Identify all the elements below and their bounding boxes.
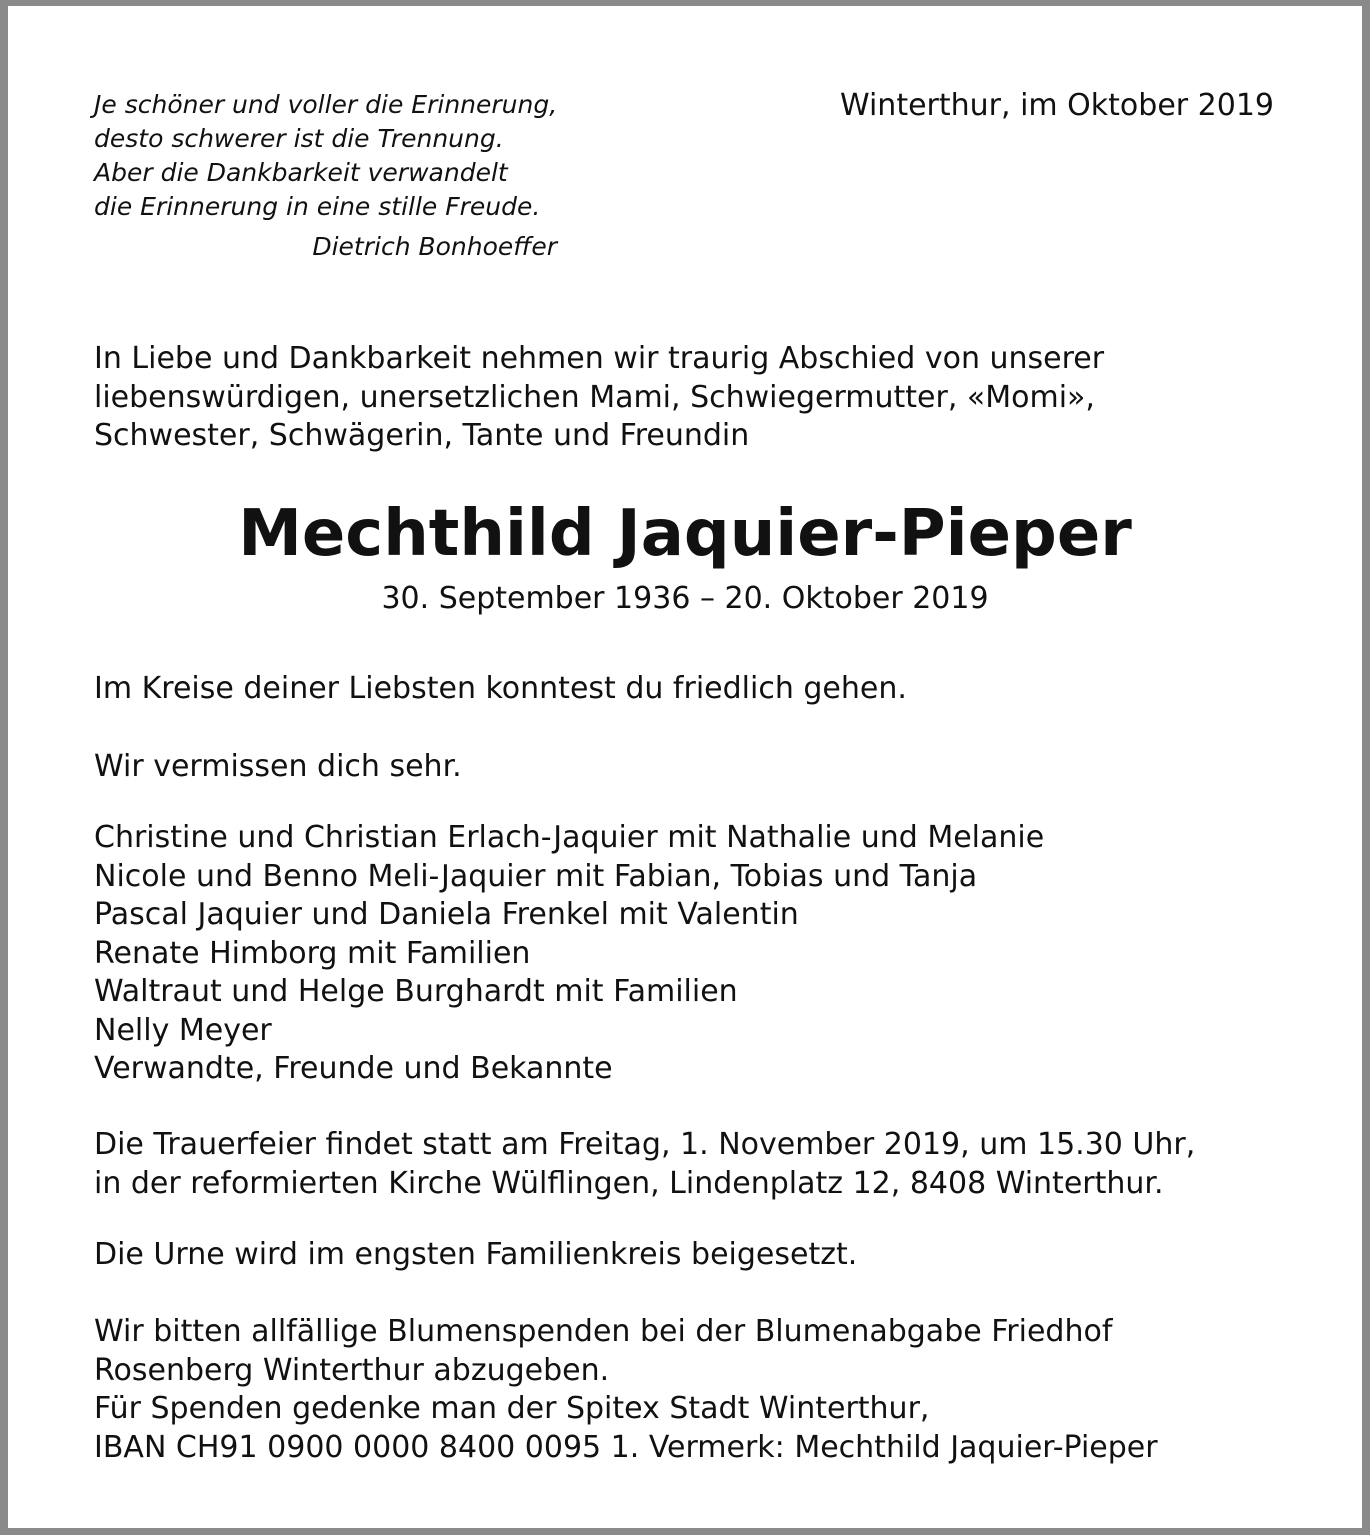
family-member: Waltraut und Helge Burghardt mit Familien <box>94 974 738 1009</box>
quote <box>94 88 614 224</box>
intro-line: liebenswürdigen, unersetzlichen Mami, Schwiegermutter, «Momi», <box>94 379 1095 415</box>
deceased-name: Mechthild Jaquier-Pieper <box>238 497 1132 571</box>
urn-info <box>94 1236 857 1275</box>
miss-you-message <box>94 748 462 787</box>
family-list <box>94 819 1044 1089</box>
quote-author: Dietrich Bonhoeffer <box>312 232 557 261</box>
quote-line: Aber die Dankbarkeit verwandelt <box>94 158 508 187</box>
family-member: Nicole und Benno Meli-Jaquier mit Fabian, Tobias und Tanja <box>94 858 978 894</box>
family-member: Verwandte, Freunde und Bekannte <box>94 1051 613 1086</box>
family-member: Christine und Christian Erlach-Jaquier mit Nathalie und Melanie <box>94 820 1045 855</box>
donation-info <box>94 1313 1158 1467</box>
donation-line: Für Spenden gedenke man der Spitex Stadt Winterthur, <box>94 1391 930 1426</box>
family-member: Pascal Jaquier und Daniela Frenkel mit Valentin <box>94 897 799 932</box>
intro-line: In Liebe und Dankbarkeit nehmen wir traurig Abschied von unserer <box>94 341 1105 376</box>
quote-line: die Erinnerung in eine stille Freude. <box>94 192 541 221</box>
intro-line: Schwester, Schwägerin, Tante und Freundin <box>94 418 750 453</box>
place-date: Winterthur, im Oktober 2019 <box>839 88 1274 123</box>
quote-line: desto schwerer ist die Trennung. <box>94 124 504 153</box>
donation-line: Rosenberg Winterthur abzugeben. <box>94 1352 610 1388</box>
family-member: Nelly Meyer <box>94 1012 272 1048</box>
family-member: Renate Himborg mit Familien <box>94 935 531 971</box>
ceremony-line: in der reformierten Kirche Wülflingen, Lindenplatz 12, 8408 Winterthur. <box>94 1165 1164 1201</box>
ceremony-info <box>94 1126 1195 1203</box>
urn-line: Die Urne wird im engsten Familienkreis beigesetzt. <box>94 1237 858 1272</box>
message-line: Wir vermissen dich sehr. <box>94 749 462 784</box>
donation-line: Wir bitten allfällige Blumenspenden bei der Blumenabgabe Friedhof <box>94 1314 1113 1349</box>
donation-line: IBAN CH91 0900 0000 8400 0095 1. Vermerk: Mechthild Jaquier-Pieper <box>94 1429 1158 1465</box>
intro-text <box>94 340 1104 456</box>
ceremony-line: Die Trauerfeier findet statt am Freitag, 1. November 2019, um 15.30 Uhr, <box>94 1127 1196 1162</box>
farewell-message <box>94 670 907 709</box>
quote-line: Je schöner und voller die Erinnerung, <box>94 90 558 119</box>
message-line: Im Kreise deiner Liebsten konntest du friedlich gehen. <box>94 671 907 706</box>
life-dates: 30. September 1936 – 20. Oktober 2019 <box>381 581 989 616</box>
